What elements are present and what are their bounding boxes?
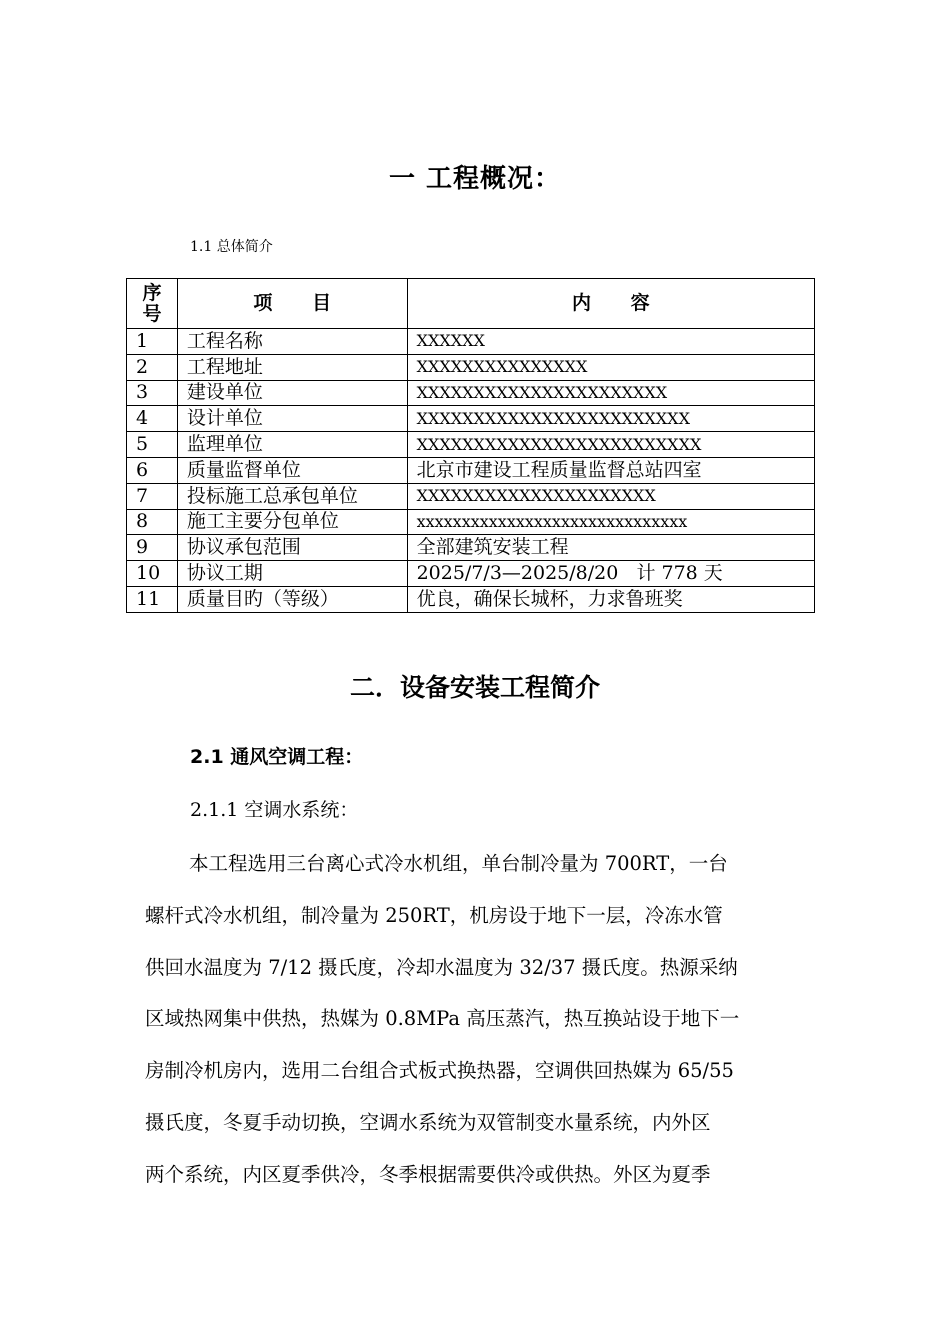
table-row: [127, 354, 815, 380]
header-no: [127, 279, 178, 329]
row-no: 9: [127, 535, 178, 561]
paragraph-line: 两个系统，内区夏季供冷，冬季根据需要供冷或供热。外区为夏季: [145, 1162, 711, 1186]
section-2-title: 二．设备安装工程简介: [349, 673, 600, 702]
row-no: 1: [127, 329, 178, 355]
row-item: 工程地址: [177, 354, 407, 380]
row-content: XXXXXXXXXXXXXXXXXXXXXXXXX: [407, 432, 814, 458]
row-item: 质量监督单位: [177, 457, 407, 483]
row-no: 4: [127, 406, 178, 432]
table-row: [127, 586, 815, 612]
table-row: [127, 561, 815, 587]
table-row: [127, 509, 815, 535]
row-no: 11: [127, 586, 178, 612]
paragraph-line: 区域热网集中供热，热媒为 0.8MPa 高压蒸汽，热互换站设于地下一: [145, 1007, 740, 1031]
row-content: XXXXXXXXXXXXXXX: [407, 354, 814, 380]
row-item: 质量目旳（等级）: [177, 586, 407, 612]
row-content: 2025/7/3—2025/8/20 计 778 天: [407, 561, 814, 587]
row-item: 施工主要分包单位: [177, 509, 407, 535]
section-2-1-heading: 2.1 通风空调工程：: [190, 746, 364, 768]
table-row: [127, 457, 815, 483]
row-item: 协议工期: [177, 561, 407, 587]
row-no: 3: [127, 380, 178, 406]
table-row: [127, 329, 815, 355]
table-row: [127, 535, 815, 561]
row-no: 2: [127, 354, 178, 380]
header-item: 项 目: [177, 279, 407, 329]
row-content: XXXXXXXXXXXXXXXXXXXXX: [407, 483, 814, 509]
table-row: [127, 432, 815, 458]
header-no-line2: 号: [142, 302, 162, 325]
paragraph-line: 本工程选用三台离心式冷水机组，单台制冷量为 700RT，一台: [189, 852, 728, 875]
row-no: 10: [127, 561, 178, 587]
section-1-1-subtitle: 1.1 总体简介: [190, 239, 273, 255]
row-content: XXXXXXXXXXXXXXXXXXXXXX: [407, 380, 814, 406]
row-content: 优良，确保长城杯，力求鲁班奖: [407, 586, 814, 612]
row-no: 7: [127, 483, 178, 509]
row-item: 建设单位: [177, 380, 407, 406]
row-no: 8: [127, 509, 178, 535]
section-2-body-paragraph: [145, 838, 807, 1201]
paragraph-line: 螺杆式冷水机组，制冷量为 250RT，机房设于地下一层，冷冻水管: [145, 903, 723, 927]
row-no: 6: [127, 457, 178, 483]
table-row: [127, 406, 815, 432]
row-item: 监理单位: [177, 432, 407, 458]
row-no: 5: [127, 432, 178, 458]
project-overview-table: [126, 278, 815, 613]
header-content: 内 容: [407, 279, 814, 329]
row-item: 设计单位: [177, 406, 407, 432]
row-content: xxxxxxxxxxxxxxxxxxxxxxxxxxxxxx: [407, 509, 814, 535]
table-row: [127, 483, 815, 509]
row-content: XXXXXXXXXXXXXXXXXXXXXXXX: [407, 406, 814, 432]
header-no-line1: 序: [142, 281, 162, 304]
paragraph-line: 供回水温度为 7/12 摄氏度，冷却水温度为 32/37 摄氏度。热源采纳: [145, 955, 738, 979]
row-item: 工程名称: [177, 329, 407, 355]
table-row: [127, 380, 815, 406]
table-header-row: [127, 279, 815, 329]
section-2-1-1-heading: 2.1.1 空调水系统：: [190, 799, 359, 821]
row-content: 全部建筑安装工程: [407, 535, 814, 561]
paragraph-line: 房制冷机房内，选用二台组合式板式换热器，空调供回热媒为 65/55: [145, 1059, 734, 1083]
row-item: 投标施工总承包单位: [177, 483, 407, 509]
section-1-title: 一 工程概况：: [388, 164, 562, 194]
row-content: 北京市建设工程质量监督总站四室: [407, 457, 814, 483]
row-item: 协议承包范围: [177, 535, 407, 561]
paragraph-line: 摄氏度，冬夏手动切换，空调水系统为双管制变水量系统，内外区: [145, 1110, 711, 1134]
row-content: XXXXXX: [407, 329, 814, 355]
